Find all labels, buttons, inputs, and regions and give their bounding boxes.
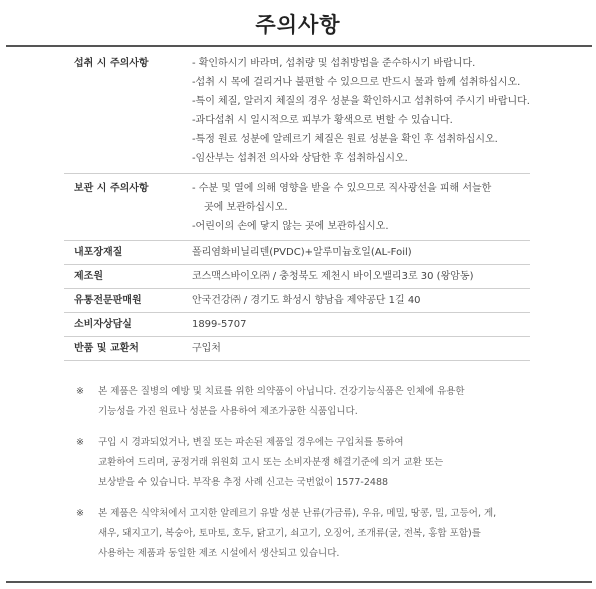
caution-table [64,48,530,361]
returns-label: 반품 및 교환처 [64,337,192,361]
caution-line: -과다섭취 시 일시적으로 피부가 황색으로 변할 수 있습니다. [191,115,453,126]
consumer-label: 소비자상담실 [64,313,192,337]
note-line: 사용하는 제품과 동일한 제조 시설에서 생산되고 있습니다. [98,548,340,559]
caution-line: -특이 체질, 알러지 체질의 경우 성분을 확인하시고 섭취하여 주시기 바랍니다. [191,96,530,107]
notes-section [76,382,546,575]
bottom-divider [6,581,592,583]
storage-line: - 수분 및 열에 의해 영향을 받을 수 있으므로 직사광선을 피해 서늘한 [191,183,492,194]
caution-list [192,48,530,174]
packaging-value: 폴리염화비닐리덴(PVDC)+알루미늄호일(AL-Foil) [192,241,530,265]
manufacturer-value: 코스맥스바이오㈜ / 충청북도 제천시 바이오밸리3로 30 (왕암동) [192,265,530,289]
packaging-label: 내포장재질 [64,241,192,265]
storage-line: -어린이의 손에 닿지 않는 곳에 보관하십시오. [191,221,389,232]
consumer-phone: 1899-5707 [192,313,530,337]
packaging-row [64,241,530,265]
distributor-value: 안국건강㈜ / 경기도 화성시 향남읍 제약공단 1길 40 [192,289,530,313]
distributor-row [64,289,530,313]
storage-line: 곳에 보관하십시오. [203,202,288,213]
note-line: 교환하여 드리며, 공정거래 위원회 고시 또는 소비자분쟁 해결기준에 의거 교환 또는 [98,457,444,468]
returns-row [64,337,530,361]
manufacturer-label: 제조원 [64,265,192,289]
manufacturer-row [64,265,530,289]
note-item [76,433,546,493]
note-mark-icon: ※ [76,437,84,448]
distributor-label: 유통전문판매원 [64,289,192,313]
note-mark-icon: ※ [76,386,84,397]
caution-label: 섭취 시 주의사항 [64,48,192,174]
caution-line: -특정 원료 성분에 알레르기 체질은 원료 성분을 확인 후 섭취하십시오. [191,134,498,145]
caution-line: -임산부는 섭취전 의사와 상담한 후 섭취하십시오. [191,153,408,164]
note-line: 새우, 돼지고기, 복숭아, 토마토, 호두, 닭고기, 쇠고기, 오징어, 조개류(굴, 전복, 홍합 포함)를 [98,528,481,539]
page-title: 주의사항 [255,13,341,37]
storage-list [192,174,530,241]
note-line: 기능성을 가진 원료나 성분을 사용하여 제조가공한 식품입니다. [98,406,358,417]
note-item [76,504,546,564]
returns-value: 구입처 [192,337,530,361]
storage-row [64,174,530,241]
note-line: 본 제품은 식약처에서 고지한 알레르기 유발 성분 난류(가금류), 우유, 메밀, 땅콩, 밀, 고등어, 게, [98,508,497,519]
caution-row [64,48,530,174]
note-mark-icon: ※ [76,508,84,519]
caution-line: - 확인하시기 바라며, 섭취량 및 섭취방법을 준수하시기 바랍니다. [191,58,476,69]
consumer-row [64,313,530,337]
storage-label: 보관 시 주의사항 [64,174,192,241]
note-item [76,382,546,422]
caution-line: -섭취 시 목에 걸리거나 불편할 수 있으므로 반드시 물과 함께 섭취하십시오. [191,77,521,88]
note-line: 본 제품은 질병의 예방 및 치료를 위한 의약품이 아닙니다. 건강기능식품은 인체에 유용한 [98,386,465,397]
top-divider [6,45,592,47]
note-line: 구입 시 경과되었거나, 변질 또는 파손된 제품일 경우에는 구입처를 통하여 [98,437,404,448]
note-line: 보상받을 수 있습니다. 부작용 추정 사례 신고는 국번없이 1577-2488 [98,477,389,488]
